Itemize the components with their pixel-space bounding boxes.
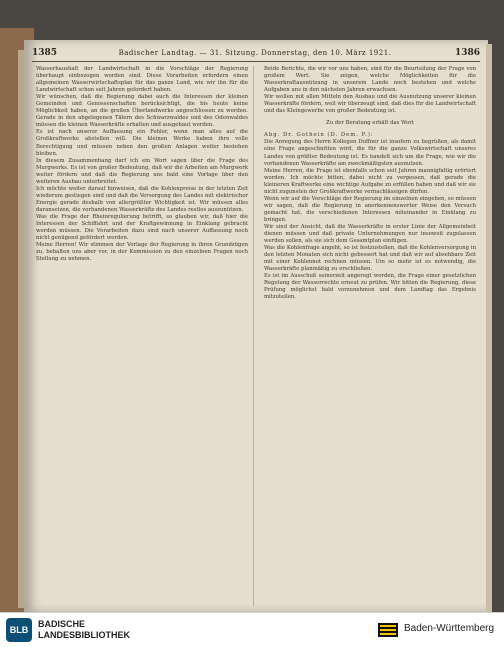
paragraph: Es ist nach unserer Auffassung ein Fehler, wenn man alles auf die Großkraftwerke abstellen will. Die kleinen Werke haben ihre volle Berechtigung und müssen neben den großen Anlagen weiter bestehen bleiben. [36, 129, 248, 157]
page-number-left: 1385 [32, 48, 58, 58]
paragraph: Wasserhaushalt der Landwirtschaft in die Vorschläge der Regierung überhaupt einbezogen worden sind. Diese Vorarbeiten erfordern einen allgemeinen Wasserwirtschaftsplan für das ganze Land, wie wir ihn für die Landwirtschaft schon seit Jahren gefordert haben. [36, 66, 248, 94]
paragraph: Meine Herren! Wir stimmen der Vorlage der Regierung in ihren Grundzügen zu, behalten uns aber vor, in der Kommission zu den einzelnen Fragen noch Stellung zu nehmen. [36, 242, 248, 263]
speaker-label: Abg. Dr. Gothein (D. Dem. P.): [264, 132, 374, 139]
paragraph: In diesem Zusammenhang darf ich ein Wort sagen über die Frage des Murgwerks. Es ist von großer Bedeutung, daß wir die Arbeiten am Murgwerk weiter fördern und daß die Regierung uns bald eine Vorlage über den weiteren Ausbau unterbreitet. [36, 157, 248, 185]
column-divider [253, 66, 254, 606]
paragraph: Die Anregung des Herrn Kollegen Duffner ist insofern zu begrüßen, als damit eine Frage angeschnitten wird, die für die ganze Volkswirtschaft unseres Landes von größter Bedeutung ist. Es handelt sich um die Frage, wie wir die vorhandenen Wasserkräfte am zweckmäßigsten ausnutzen. [264, 139, 476, 167]
state-name[interactable]: Baden-Württemberg [404, 623, 495, 634]
paragraph: Was die Kohlenfrage angeht, so ist festzustellen, daß die Kohlenversorgung in den letzten Monaten sich nicht gebessert hat und daß wir auf absehbare Zeit mit einer Kohlennot rechnen müssen. Um so mehr ist es notwendig, die Wasserkräfte planmäßig zu erschließen. [264, 245, 476, 273]
page-stack-edge [486, 44, 492, 612]
text-column-right [264, 66, 476, 606]
paragraph: Wir wünschen, daß die Regierung dabei auch die Interessen der kleinen Gemeinden und Genossenschaften berücksichtigt, die bis heute keine Möglichkeit haben, an die großen Überlandwerke angeschlossen zu werden. Gerade in den abgelegenen Tälern des Schwarzwaldes und des Odenwaldes müssen die kleinen Wasserkräfte erhalten und ausgebaut werden. [36, 94, 248, 129]
paragraph: Es ist im Ausschuß seinerzeit angeregt worden, die Frage einer gesetzlichen Regelung der Wasserrechte erneut zu prüfen. Wir bitten die Regierung, diese Prüfung möglichst bald vorzunehmen und dem Landtag das Ergebnis mitzuteilen. [264, 273, 476, 301]
text-column-left [36, 66, 248, 606]
paragraph: Beide Berichte, die wir vor uns haben, sind für die Beurteilung der Frage von großem Wert. Sie zeigen, welche Möglichkeiten für die Wasserkraftausnützung in unserem Lande noch bestehen und welche Aufgaben uns in den nächsten Jahren erwachsen. [264, 66, 476, 94]
library-name-line2: LANDESBIBLIOTHEK [38, 630, 130, 640]
page-number-right: 1386 [454, 48, 480, 58]
paragraph: Ich möchte weiter darauf hinweisen, daß die Kohlenpreise in der letzten Zeit wiederum gestiegen sind und daß die Versorgung des Landes mit elektrischer Energie gerade deshalb von allergrößter Wichtigkeit ist. Wir müssen alles daransetzen, die vorhandenen Wasserkräfte des Landes restlos auszunützen. [36, 185, 248, 213]
footer-bar [0, 612, 504, 647]
page-header [32, 46, 480, 62]
library-name[interactable] [38, 619, 130, 641]
blb-logo[interactable]: BLB [6, 618, 32, 642]
paragraph: Wenn wir auf die Vorschläge der Regierung im einzelnen eingehen, so müssen wir sagen, daß die Regierung in anerkennenswerter Weise den Versuch gemacht hat, die verschiedenen Interessen miteinander in Einklang zu bringen. [264, 195, 476, 223]
library-name-line1: BADISCHE [38, 619, 86, 629]
paragraph: Meine Herren, die Frage ist ebenfalls schon seit Jahren mannigfaltig erörtert worden. Ich möchte bitten, dabei nicht zu vergessen, daß gerade die kleineren Kraftwerke eine wichtige Aufgabe zu erfüllen haben und daß wir sie nicht zugunsten der Großkraftwerke vernachlässigen dürfen. [264, 167, 476, 195]
baden-wuerttemberg-crest-icon[interactable] [376, 620, 400, 640]
header-rule [32, 61, 480, 62]
paragraph: Was die Frage der Rheinregulierung betrifft, so glauben wir, daß hier die Interessen der Schiffahrt und der Kraftgewinnung in Einklang gebracht werden müssen. Die Vorarbeiten dazu sind nach unserer Auffassung noch nicht genügend gefördert worden. [36, 213, 248, 242]
paragraph: Wir sind der Ansicht, daß die Wasserkräfte in erster Linie der Allgemeinheit dienen müssen und daß private Unternehmungen nur insoweit zugelassen werden sollen, als sie sich dem Gesamtplan einfügen. [264, 223, 476, 245]
paragraph: Wir wollen mit allen Mitteln den Ausbau und die Ausnutzung unserer kleinen Wasserkräfte fördern, weil wir überzeugt sind, daß dies für die Landwirtschaft und das Kleingewerbe von großer Bedeutung ist. [264, 94, 476, 115]
procedural-note: Zu der Beratung erhält das Wort [326, 120, 414, 127]
running-title: Badischer Landtag. — 31. Sitzung. Donnerstag, den 10. März 1921. [118, 49, 392, 57]
